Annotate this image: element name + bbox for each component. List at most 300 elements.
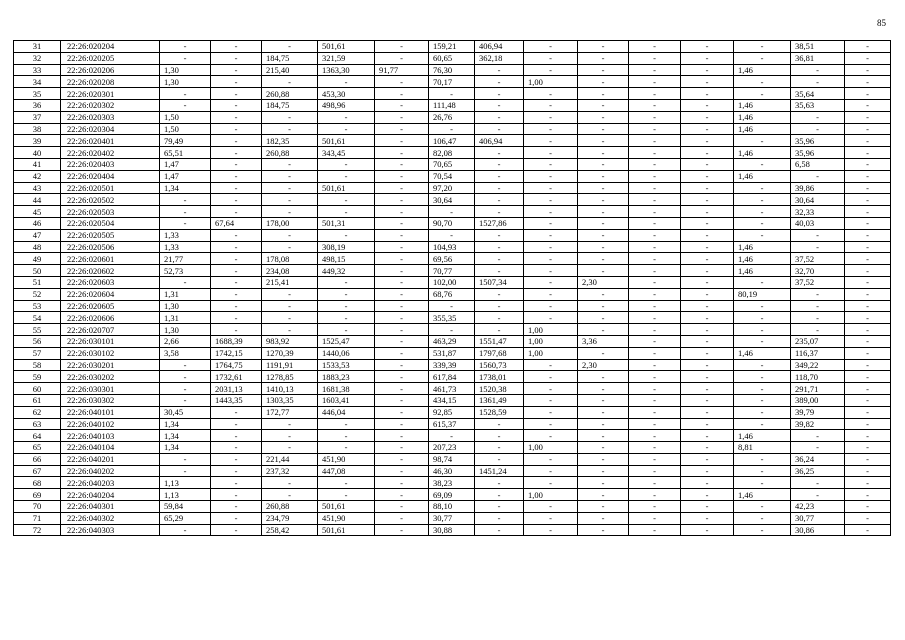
value-cell: - <box>681 229 734 241</box>
cadastral-number-cell: 22:26:040203 <box>61 477 160 489</box>
value-cell: 260,88 <box>262 147 318 159</box>
value-cell: - <box>375 383 429 395</box>
value-cell: - <box>475 64 524 76</box>
row-number-cell: 65 <box>14 442 61 454</box>
value-cell: - <box>524 194 578 206</box>
table-row <box>14 147 891 159</box>
value-cell: - <box>524 359 578 371</box>
value-cell: - <box>375 217 429 229</box>
row-number-cell: 55 <box>14 324 61 336</box>
value-cell: - <box>211 52 262 64</box>
row-number-cell: 61 <box>14 394 61 406</box>
value-cell: - <box>578 147 629 159</box>
value-cell: 1,50 <box>160 123 211 135</box>
value-cell: - <box>629 312 681 324</box>
value-cell: - <box>211 64 262 76</box>
value-cell: - <box>375 489 429 501</box>
value-cell: - <box>375 324 429 336</box>
value-cell: - <box>375 312 429 324</box>
value-cell: 234,08 <box>262 265 318 277</box>
value-cell: - <box>578 158 629 170</box>
value-cell: 451,90 <box>318 512 375 524</box>
row-number-cell: 42 <box>14 170 61 182</box>
value-cell: 21,77 <box>160 253 211 265</box>
value-cell: - <box>734 394 791 406</box>
value-cell: 70,65 <box>429 158 475 170</box>
value-cell: - <box>578 41 629 53</box>
row-number-cell: 71 <box>14 512 61 524</box>
value-cell: 2,66 <box>160 335 211 347</box>
value-cell: - <box>734 359 791 371</box>
value-cell: - <box>375 194 429 206</box>
value-cell: 111,48 <box>429 99 475 111</box>
value-cell: - <box>845 64 891 76</box>
value-cell: - <box>629 300 681 312</box>
value-cell: - <box>375 182 429 194</box>
cadastral-number-cell: 22:26:020302 <box>61 99 160 111</box>
value-cell: - <box>629 158 681 170</box>
value-cell: - <box>375 158 429 170</box>
value-cell: - <box>475 76 524 88</box>
value-cell: 65,29 <box>160 512 211 524</box>
value-cell: 52,73 <box>160 265 211 277</box>
value-cell: - <box>475 512 524 524</box>
value-cell: - <box>734 406 791 418</box>
value-cell: - <box>578 430 629 442</box>
value-cell: - <box>375 347 429 359</box>
value-cell: - <box>734 41 791 53</box>
value-cell: - <box>524 276 578 288</box>
value-cell: - <box>524 406 578 418</box>
value-cell: 39,82 <box>791 418 845 430</box>
value-cell: - <box>845 158 891 170</box>
value-cell: - <box>681 453 734 465</box>
value-cell: - <box>681 477 734 489</box>
value-cell: 70,77 <box>429 265 475 277</box>
value-cell: - <box>160 276 211 288</box>
value-cell: - <box>262 123 318 135</box>
value-cell: - <box>734 182 791 194</box>
value-cell: 1,00 <box>524 76 578 88</box>
value-cell: 184,75 <box>262 52 318 64</box>
value-cell: - <box>524 312 578 324</box>
value-cell: - <box>578 418 629 430</box>
cadastral-number-cell: 22:26:020404 <box>61 170 160 182</box>
value-cell: 1,13 <box>160 489 211 501</box>
value-cell: - <box>318 430 375 442</box>
value-cell: - <box>734 158 791 170</box>
value-cell: - <box>524 147 578 159</box>
cadastral-number-cell: 22:26:030302 <box>61 394 160 406</box>
value-cell: - <box>375 442 429 454</box>
cadastral-number-cell: 22:26:020505 <box>61 229 160 241</box>
row-number-cell: 46 <box>14 217 61 229</box>
value-cell: 1,30 <box>160 64 211 76</box>
cadastral-number-cell: 22:26:020603 <box>61 276 160 288</box>
value-cell: - <box>681 524 734 536</box>
value-cell: 1,33 <box>160 241 211 253</box>
value-cell: 1883,23 <box>318 371 375 383</box>
table-row <box>14 453 891 465</box>
value-cell: - <box>375 477 429 489</box>
value-cell: 69,56 <box>429 253 475 265</box>
value-cell: - <box>681 312 734 324</box>
value-cell: 1443,35 <box>211 394 262 406</box>
value-cell: 615,37 <box>429 418 475 430</box>
value-cell: - <box>845 241 891 253</box>
value-cell: - <box>262 477 318 489</box>
row-number-cell: 45 <box>14 206 61 218</box>
value-cell: 1,00 <box>524 335 578 347</box>
row-number-cell: 38 <box>14 123 61 135</box>
value-cell: 1,50 <box>160 111 211 123</box>
value-cell: 38,23 <box>429 477 475 489</box>
value-cell: - <box>578 76 629 88</box>
table-row <box>14 442 891 454</box>
value-cell: 1525,47 <box>318 335 375 347</box>
value-cell: - <box>375 253 429 265</box>
value-cell: - <box>734 335 791 347</box>
value-cell: 461,73 <box>429 383 475 395</box>
value-cell: 178,00 <box>262 217 318 229</box>
value-cell: - <box>211 123 262 135</box>
value-cell: - <box>524 158 578 170</box>
value-cell: 1,30 <box>160 76 211 88</box>
value-cell: - <box>578 288 629 300</box>
value-cell: - <box>578 265 629 277</box>
value-cell: - <box>524 501 578 513</box>
value-cell: - <box>160 194 211 206</box>
value-cell: - <box>211 182 262 194</box>
value-cell: - <box>211 76 262 88</box>
row-number-cell: 52 <box>14 288 61 300</box>
value-cell: 1361,49 <box>475 394 524 406</box>
value-cell: 1732,61 <box>211 371 262 383</box>
value-cell: - <box>681 300 734 312</box>
value-cell: - <box>318 418 375 430</box>
value-cell: 76,30 <box>429 64 475 76</box>
value-cell: 1797,68 <box>475 347 524 359</box>
value-cell: - <box>524 229 578 241</box>
value-cell: 1,47 <box>160 158 211 170</box>
value-cell: - <box>160 465 211 477</box>
row-number-cell: 67 <box>14 465 61 477</box>
value-cell: 88,10 <box>429 501 475 513</box>
value-cell: 339,39 <box>429 359 475 371</box>
value-cell: - <box>211 430 262 442</box>
value-cell: 1191,91 <box>262 359 318 371</box>
row-number-cell: 35 <box>14 88 61 100</box>
value-cell: - <box>211 170 262 182</box>
value-cell: 362,18 <box>475 52 524 64</box>
cadastral-number-cell: 22:26:020606 <box>61 312 160 324</box>
value-cell: - <box>629 359 681 371</box>
value-cell: - <box>262 111 318 123</box>
value-cell: 35,63 <box>791 99 845 111</box>
value-cell: 1,46 <box>734 241 791 253</box>
value-cell: - <box>475 194 524 206</box>
value-cell: - <box>262 300 318 312</box>
value-cell: 68,76 <box>429 288 475 300</box>
value-cell: 1560,73 <box>475 359 524 371</box>
row-number-cell: 47 <box>14 229 61 241</box>
value-cell: - <box>629 88 681 100</box>
value-cell: 98,74 <box>429 453 475 465</box>
value-cell: - <box>318 170 375 182</box>
value-cell: - <box>524 453 578 465</box>
value-cell: - <box>211 99 262 111</box>
value-cell: - <box>681 430 734 442</box>
cadastral-number-cell: 22:26:020303 <box>61 111 160 123</box>
value-cell: 498,96 <box>318 99 375 111</box>
cadastral-number-cell: 22:26:040103 <box>61 430 160 442</box>
cadastral-number-cell: 22:26:030202 <box>61 371 160 383</box>
value-cell: 79,49 <box>160 135 211 147</box>
value-cell: 1738,01 <box>475 371 524 383</box>
value-cell: - <box>791 288 845 300</box>
value-cell: 1440,06 <box>318 347 375 359</box>
value-cell: - <box>629 241 681 253</box>
value-cell: 1,13 <box>160 477 211 489</box>
table-row <box>14 88 891 100</box>
value-cell: 406,94 <box>475 41 524 53</box>
value-cell: 451,90 <box>318 453 375 465</box>
value-cell: - <box>578 406 629 418</box>
value-cell: - <box>475 453 524 465</box>
value-cell: - <box>791 300 845 312</box>
row-number-cell: 50 <box>14 265 61 277</box>
value-cell: 1688,39 <box>211 335 262 347</box>
value-cell: - <box>211 241 262 253</box>
value-cell: - <box>578 453 629 465</box>
value-cell: - <box>475 158 524 170</box>
value-cell: - <box>578 99 629 111</box>
value-cell: - <box>578 229 629 241</box>
value-cell: - <box>629 64 681 76</box>
value-cell: - <box>475 430 524 442</box>
value-cell: - <box>845 123 891 135</box>
value-cell: - <box>578 88 629 100</box>
row-number-cell: 49 <box>14 253 61 265</box>
value-cell: - <box>791 312 845 324</box>
value-cell: - <box>681 158 734 170</box>
table-row <box>14 477 891 489</box>
value-cell: 30,64 <box>429 194 475 206</box>
value-cell: - <box>211 288 262 300</box>
value-cell: - <box>375 76 429 88</box>
data-table <box>13 40 891 536</box>
value-cell: - <box>578 489 629 501</box>
value-cell: - <box>681 123 734 135</box>
table-row <box>14 383 891 395</box>
table-row <box>14 371 891 383</box>
value-cell: - <box>375 501 429 513</box>
table-row <box>14 253 891 265</box>
row-number-cell: 66 <box>14 453 61 465</box>
value-cell: - <box>629 489 681 501</box>
value-cell: - <box>262 170 318 182</box>
value-cell: - <box>211 41 262 53</box>
value-cell: - <box>160 41 211 53</box>
value-cell: - <box>845 453 891 465</box>
value-cell: 1,00 <box>524 489 578 501</box>
value-cell: - <box>845 335 891 347</box>
value-cell: - <box>629 206 681 218</box>
value-cell: 38,51 <box>791 41 845 53</box>
value-cell: 321,59 <box>318 52 375 64</box>
value-cell: - <box>681 288 734 300</box>
value-cell: - <box>681 418 734 430</box>
value-cell: 498,15 <box>318 253 375 265</box>
value-cell: - <box>578 170 629 182</box>
value-cell: - <box>375 335 429 347</box>
value-cell: 453,30 <box>318 88 375 100</box>
value-cell: 1410,13 <box>262 383 318 395</box>
value-cell: 531,87 <box>429 347 475 359</box>
value-cell: - <box>845 501 891 513</box>
value-cell: - <box>262 442 318 454</box>
value-cell: - <box>845 99 891 111</box>
table-row <box>14 64 891 76</box>
value-cell: 1,34 <box>160 442 211 454</box>
value-cell: - <box>524 170 578 182</box>
value-cell: 234,79 <box>262 512 318 524</box>
value-cell: - <box>845 406 891 418</box>
value-cell: - <box>475 147 524 159</box>
value-cell: 1,47 <box>160 170 211 182</box>
value-cell: - <box>734 206 791 218</box>
value-cell: - <box>629 453 681 465</box>
value-cell: 30,88 <box>429 524 475 536</box>
value-cell: 343,45 <box>318 147 375 159</box>
value-cell: - <box>475 123 524 135</box>
value-cell: - <box>318 324 375 336</box>
cadastral-number-cell: 22:26:020707 <box>61 324 160 336</box>
value-cell: - <box>845 418 891 430</box>
value-cell: - <box>629 182 681 194</box>
value-cell: - <box>578 253 629 265</box>
value-cell: - <box>629 194 681 206</box>
value-cell: - <box>681 99 734 111</box>
value-cell: - <box>475 170 524 182</box>
value-cell: - <box>845 442 891 454</box>
value-cell: 1,34 <box>160 418 211 430</box>
value-cell: - <box>681 170 734 182</box>
value-cell: 106,47 <box>429 135 475 147</box>
value-cell: - <box>681 501 734 513</box>
value-cell: - <box>211 135 262 147</box>
value-cell: 1528,59 <box>475 406 524 418</box>
value-cell: 1764,75 <box>211 359 262 371</box>
value-cell: - <box>845 394 891 406</box>
value-cell: 446,04 <box>318 406 375 418</box>
cadastral-number-cell: 22:26:020402 <box>61 147 160 159</box>
value-cell: - <box>578 383 629 395</box>
value-cell: - <box>845 88 891 100</box>
value-cell: - <box>734 276 791 288</box>
value-cell: - <box>160 383 211 395</box>
value-cell: 1451,24 <box>475 465 524 477</box>
value-cell: - <box>262 194 318 206</box>
value-cell: - <box>211 300 262 312</box>
value-cell: - <box>475 489 524 501</box>
value-cell: - <box>578 111 629 123</box>
value-cell: 1,00 <box>524 324 578 336</box>
value-cell: 1,34 <box>160 182 211 194</box>
value-cell: - <box>211 477 262 489</box>
value-cell: - <box>375 241 429 253</box>
value-cell: - <box>629 512 681 524</box>
value-cell: - <box>845 253 891 265</box>
value-cell: - <box>845 465 891 477</box>
value-cell: - <box>262 288 318 300</box>
value-cell: - <box>791 489 845 501</box>
value-cell: 1,30 <box>160 300 211 312</box>
value-cell: - <box>262 229 318 241</box>
value-cell: - <box>524 88 578 100</box>
value-cell: - <box>629 111 681 123</box>
value-cell: - <box>845 52 891 64</box>
value-cell: - <box>211 265 262 277</box>
value-cell: - <box>262 206 318 218</box>
value-cell: - <box>429 229 475 241</box>
row-number-cell: 36 <box>14 99 61 111</box>
row-number-cell: 56 <box>14 335 61 347</box>
cadastral-number-cell: 22:26:020506 <box>61 241 160 253</box>
value-cell: - <box>629 123 681 135</box>
value-cell: - <box>845 276 891 288</box>
cadastral-number-cell: 22:26:040104 <box>61 442 160 454</box>
value-cell: - <box>681 135 734 147</box>
value-cell: - <box>681 52 734 64</box>
value-cell: - <box>475 288 524 300</box>
value-cell: 26,76 <box>429 111 475 123</box>
value-cell: - <box>475 182 524 194</box>
row-number-cell: 63 <box>14 418 61 430</box>
value-cell: - <box>845 206 891 218</box>
row-number-cell: 72 <box>14 524 61 536</box>
value-cell: 116,37 <box>791 347 845 359</box>
value-cell: 1,46 <box>734 430 791 442</box>
value-cell: - <box>318 300 375 312</box>
value-cell: - <box>475 300 524 312</box>
value-cell: - <box>160 217 211 229</box>
value-cell: - <box>681 182 734 194</box>
value-cell: - <box>681 324 734 336</box>
value-cell: - <box>429 324 475 336</box>
table-row <box>14 312 891 324</box>
value-cell: - <box>681 406 734 418</box>
value-cell: 2031,13 <box>211 383 262 395</box>
row-number-cell: 44 <box>14 194 61 206</box>
value-cell: - <box>211 147 262 159</box>
row-number-cell: 37 <box>14 111 61 123</box>
value-cell: 46,30 <box>429 465 475 477</box>
value-cell: - <box>475 524 524 536</box>
value-cell: 30,77 <box>791 512 845 524</box>
value-cell: - <box>629 170 681 182</box>
value-cell: 70,54 <box>429 170 475 182</box>
cadastral-number-cell: 22:26:020602 <box>61 265 160 277</box>
table-row <box>14 489 891 501</box>
cadastral-number-cell: 22:26:030102 <box>61 347 160 359</box>
value-cell: - <box>845 194 891 206</box>
value-cell: 501,61 <box>318 41 375 53</box>
value-cell: - <box>791 123 845 135</box>
value-cell: 207,23 <box>429 442 475 454</box>
value-cell: - <box>845 217 891 229</box>
value-cell: 215,41 <box>262 276 318 288</box>
